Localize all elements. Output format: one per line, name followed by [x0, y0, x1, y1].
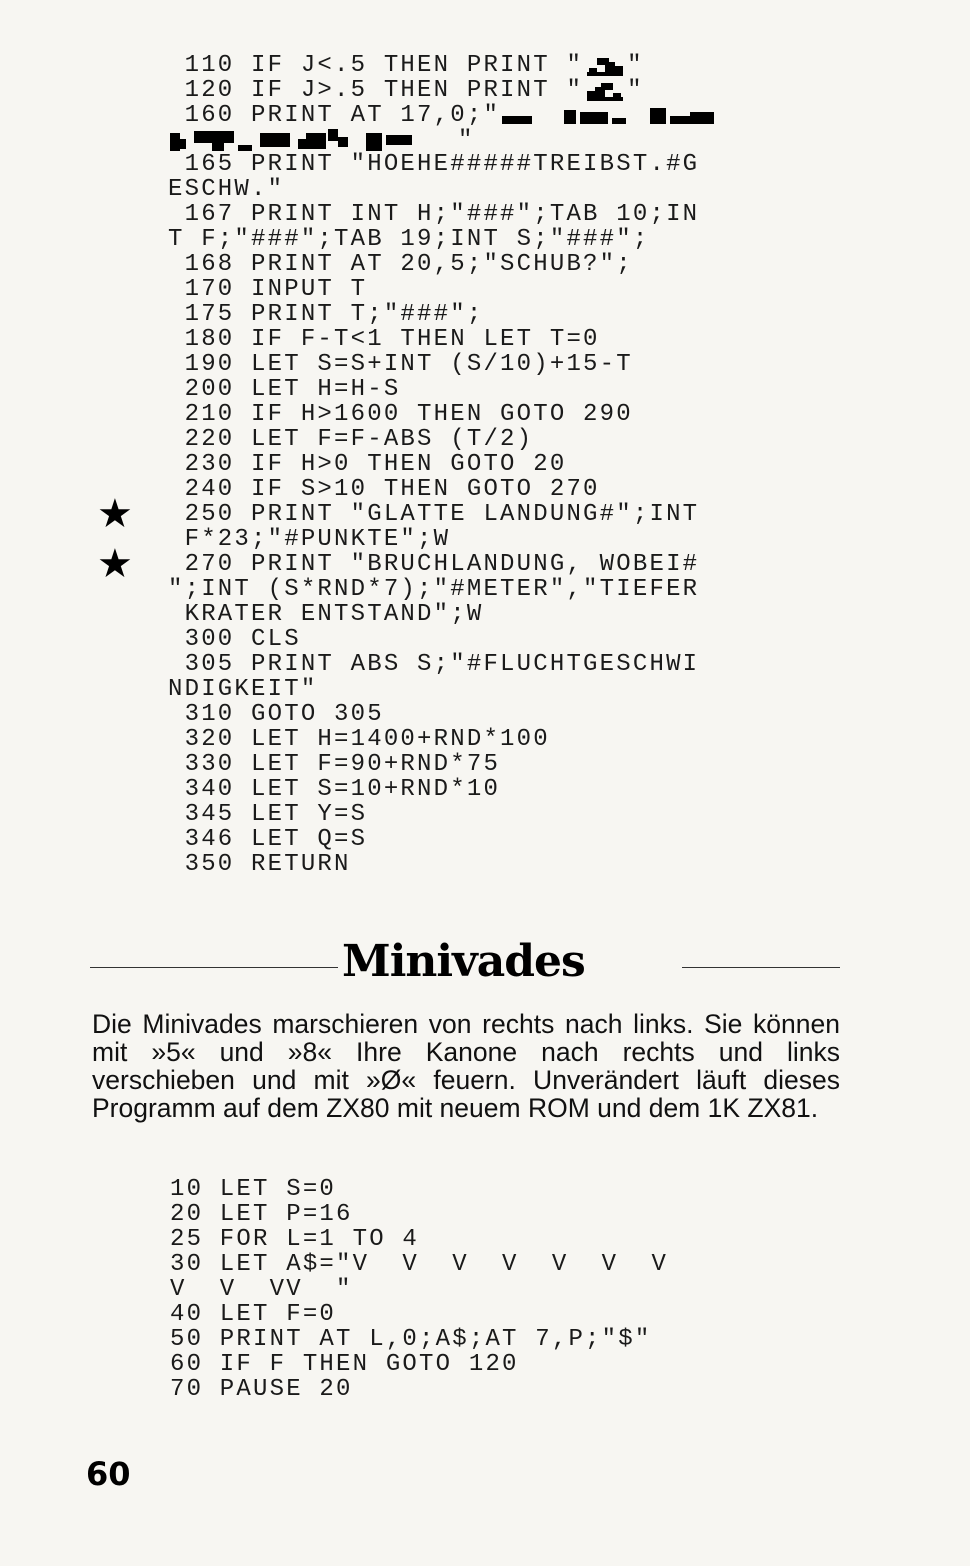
code-line [168, 652, 728, 677]
code-text: 168 PRINT AT 20,5;"SCHUB?"; [168, 251, 633, 278]
code-line [168, 727, 728, 752]
code-text: 300 CLS [168, 626, 301, 653]
code-line [168, 252, 728, 277]
code-line [170, 1177, 668, 1202]
code-line [168, 602, 728, 627]
code-text: 30 LET A$="V V V V V V V [170, 1251, 669, 1278]
code-line [168, 427, 728, 452]
code-listing-top [168, 52, 728, 877]
code-text: 60 IF F THEN GOTO 120 [170, 1351, 519, 1378]
code-text: 240 IF S>10 THEN GOTO 270 [168, 476, 600, 503]
code-line [168, 402, 728, 427]
code-line [168, 302, 728, 327]
ship-left-icon [583, 52, 627, 77]
heading-rule-right [682, 967, 840, 968]
code-line [170, 1277, 668, 1302]
code-text: 230 IF H>0 THEN GOTO 20 [168, 451, 567, 478]
code-line [170, 1302, 668, 1327]
code-text: KRATER ENTSTAND";W [168, 601, 484, 628]
code-line [170, 1252, 668, 1277]
code-text: 180 IF F-T<1 THEN LET T=0 [168, 326, 600, 353]
code-text: 305 PRINT ABS S;"#FLUCHTGESCHWI [168, 651, 700, 678]
code-text: 20 LET P=16 [170, 1201, 353, 1228]
code-line [168, 452, 728, 477]
code-line [170, 1227, 668, 1252]
code-text: 330 LET F=90+RND*75 [168, 751, 501, 778]
code-line [168, 677, 728, 702]
code-text: 250 PRINT "GLATTE LANDUNG#";INT [168, 501, 700, 528]
program-description: Die Minivades marschieren von rechts nach links. Sie können mit »5« und »8« Ihre Kanone nach rechts und links verschieben und mit »Ø« feuern. Unverändert läuft dieses Programm auf dem ZX80 mit neuem ROM und dem 1K ZX81. [92, 1009, 840, 1123]
code-text: 220 LET F=F-ABS (T/2) [168, 426, 534, 453]
code-text: V V VV " [170, 1276, 353, 1303]
code-line [168, 827, 728, 852]
code-text: 320 LET H=1400+RND*100 [168, 726, 550, 753]
code-text: NDIGKEIT" [168, 676, 318, 703]
code-text: 167 PRINT INT H;"###";TAB 10;IN [168, 201, 700, 228]
code-line [170, 1327, 668, 1352]
code-line [168, 352, 728, 377]
page-number: 60 [86, 1455, 131, 1493]
code-line [168, 627, 728, 652]
code-line [168, 802, 728, 827]
margin-star-icon: ★ [97, 491, 133, 537]
code-line [168, 552, 728, 577]
code-text: 165 PRINT "HOEHE#####TREIBST.#G [168, 151, 700, 178]
code-line [168, 127, 728, 152]
code-text: 50 PRINT AT L,0;A$;AT 7,P;"$" [170, 1326, 652, 1353]
code-text: 270 PRINT "BRUCHLANDUNG, WOBEI# [168, 551, 700, 578]
code-line [168, 277, 728, 302]
section-heading-row [90, 934, 840, 994]
margin-star-icon: ★ [97, 541, 133, 587]
code-text: ESCHW." [168, 176, 285, 203]
code-line [168, 177, 728, 202]
code-text: 200 LET H=H-S [168, 376, 401, 403]
code-text: 120 IF J>.5 THEN PRINT " [168, 76, 584, 104]
code-text: 40 LET F=0 [170, 1301, 337, 1328]
section-heading: Minivades [342, 936, 585, 987]
code-text: 345 LET Y=S [168, 801, 368, 828]
code-text: 310 GOTO 305 [168, 701, 384, 728]
ground-graphic-b [168, 127, 458, 152]
code-line [168, 502, 728, 527]
code-text: T F;"###";TAB 19;INT S;"###"; [168, 226, 650, 253]
code-line [168, 152, 728, 177]
code-line [168, 102, 728, 127]
code-line [168, 852, 728, 877]
code-text: 160 PRINT AT 17,0;" [168, 101, 501, 129]
ground-graphic-a [500, 102, 728, 127]
code-line [168, 377, 728, 402]
code-text: " [627, 51, 644, 79]
code-text: 110 IF J<.5 THEN PRINT " [168, 51, 584, 79]
code-text: 346 LET Q=S [168, 826, 368, 853]
code-line [168, 577, 728, 602]
code-text: ";INT (S*RND*7);"#METER","TIEFER [168, 576, 700, 603]
code-text: " [627, 76, 644, 104]
code-line [168, 77, 728, 102]
code-line [170, 1202, 668, 1227]
code-line [168, 702, 728, 727]
code-line [170, 1352, 668, 1377]
code-line [168, 202, 728, 227]
code-line [168, 752, 728, 777]
code-text: 70 PAUSE 20 [170, 1376, 353, 1403]
code-line [168, 527, 728, 552]
code-listing-bottom [170, 1177, 668, 1402]
code-text: " [458, 126, 475, 154]
code-text: 175 PRINT T;"###"; [168, 301, 484, 328]
code-text: 170 INPUT T [168, 276, 368, 303]
ship-right-icon [583, 77, 627, 102]
code-line [170, 1377, 668, 1402]
code-text: 190 LET S=S+INT (S/10)+15-T [168, 351, 633, 378]
code-line [168, 777, 728, 802]
code-text: 10 LET S=0 [170, 1176, 337, 1203]
code-text: 210 IF H>1600 THEN GOTO 290 [168, 401, 633, 428]
code-text: F*23;"#PUNKTE";W [168, 526, 451, 553]
code-text: 340 LET S=10+RND*10 [168, 776, 501, 803]
code-line [168, 227, 728, 252]
code-line [168, 52, 728, 77]
code-line [168, 477, 728, 502]
code-text: 350 RETURN [168, 851, 351, 878]
heading-rule-left [90, 967, 338, 968]
code-text: 25 FOR L=1 TO 4 [170, 1226, 420, 1253]
code-line [168, 327, 728, 352]
